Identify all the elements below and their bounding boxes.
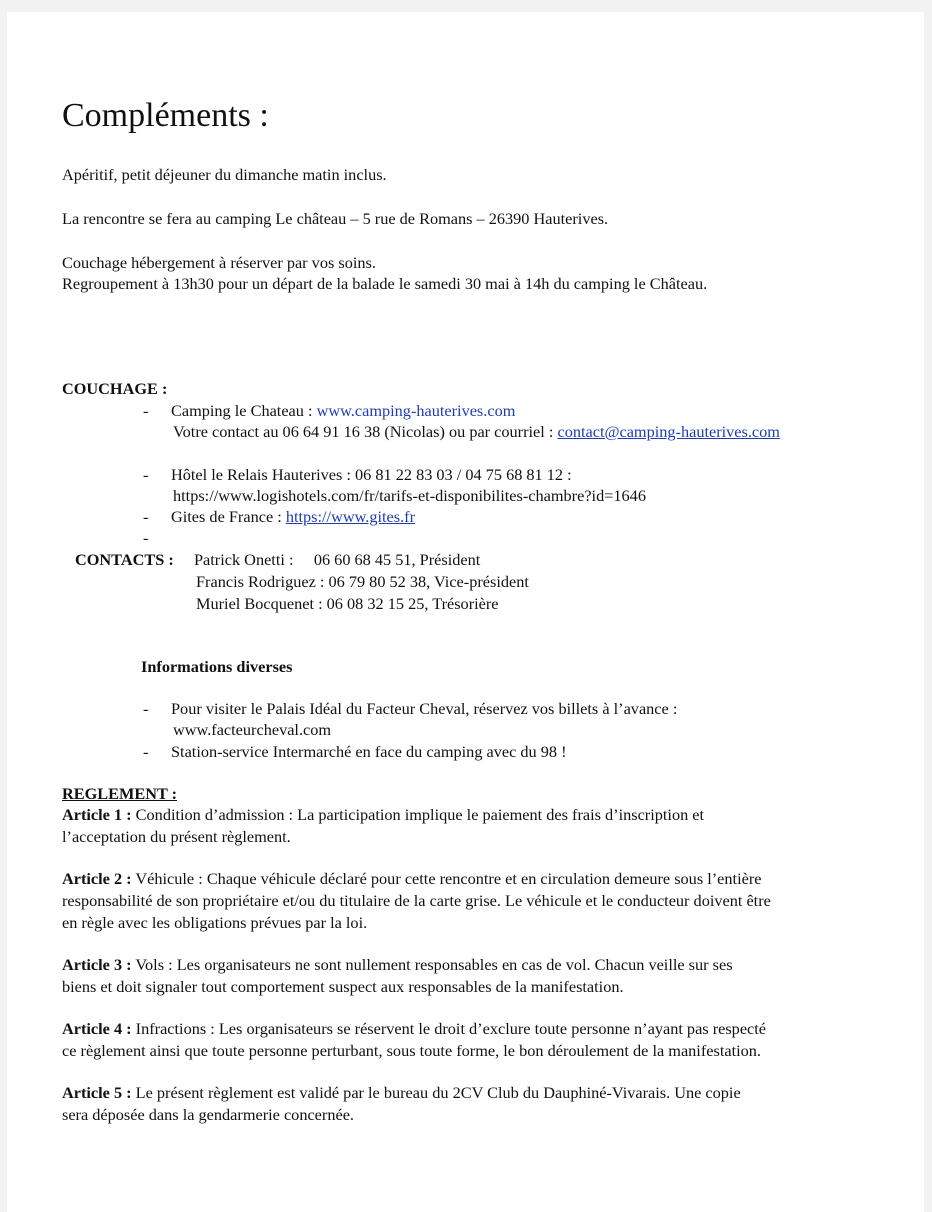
- gites-line: [171, 506, 415, 528]
- article-4-line-1: Infractions : Les organisateurs se réservent le droit d’exclure toute personne n’ayant pas respecté: [131, 1019, 767, 1038]
- contact-tresoriere: Muriel Bocquenet : 06 08 32 15 25, Trésorière: [196, 594, 499, 613]
- page-title: Compléments :: [62, 97, 269, 134]
- intro-line-4: Regroupement à 13h30 pour un départ de la balade le samedi 30 mai à 14h du camping le Château.: [62, 274, 708, 293]
- article-2: [62, 868, 771, 934]
- intro-line-2: La rencontre se fera au camping Le château – 5 rue de Romans – 26390 Hauterives.: [62, 209, 609, 228]
- article-5-line-2: sera déposée dans la gendarmerie concernée.: [62, 1105, 354, 1124]
- article-4-label: Article 4 :: [62, 1019, 132, 1038]
- article-1: [62, 804, 704, 848]
- infos-heading: Informations diverses: [141, 657, 293, 676]
- camping-email-link[interactable]: contact@camping-hauterives.com: [557, 422, 780, 441]
- article-1-line-1: Condition d’admission : La participation implique le paiement des frais d’inscription et: [131, 805, 705, 824]
- contact-vice-president: Francis Rodriguez : 06 79 80 52 38, Vice-président: [196, 572, 529, 591]
- article-5-label: Article 5 :: [62, 1083, 132, 1102]
- article-4-line-2: ce règlement ainsi que toute personne perturbant, sous toute forme, le bon déroulement de la manifestation.: [62, 1041, 761, 1060]
- hotel-url[interactable]: https://www.logishotels.com/fr/tarifs-et-disponibilites-chambre?id=1646: [173, 486, 646, 505]
- camping-line: [171, 400, 515, 422]
- article-5: [62, 1082, 741, 1126]
- hotel-line-1: Hôtel le Relais Hauterives : 06 81 22 83 03 / 04 75 68 81 12 :: [171, 465, 572, 484]
- article-5-line-1: Le présent règlement est validé par le bureau du 2CV Club du Dauphiné-Vivarais. Une copie: [131, 1083, 741, 1102]
- article-2-line-1: Véhicule : Chaque véhicule déclaré pour cette rencontre et en circulation demeure sous l’entière: [131, 869, 762, 888]
- camping-contact-text: Votre contact au 06 64 91 16 38 (Nicolas) ou par courriel :: [173, 422, 558, 441]
- intro-line-1: Apéritif, petit déjeuner du dimanche matin inclus.: [62, 165, 387, 184]
- bullet-dash: -: [143, 465, 149, 484]
- article-3: [62, 954, 733, 998]
- reglement-heading: REGLEMENT :: [62, 784, 178, 803]
- bullet-dash: -: [143, 699, 149, 718]
- camping-contact-line: [173, 421, 780, 443]
- article-3-line-2: biens et doit signaler tout comportement suspect aux responsables de la manifestation.: [62, 977, 624, 996]
- gites-link[interactable]: https://www.gites.fr: [285, 507, 416, 526]
- bullet-dash: -: [143, 742, 149, 761]
- intro-line-3: Couchage hébergement à réserver par vos soins.: [62, 253, 376, 272]
- article-2-line-2: responsabilité de son propriétaire et/ou du titulaire de la carte grise. Le véhicule et le conducteur doivent être: [62, 891, 771, 910]
- article-2-label: Article 2 :: [62, 869, 132, 888]
- camping-label: Camping le Chateau :: [171, 401, 317, 420]
- article-3-label: Article 3 :: [62, 955, 132, 974]
- empty-bullet-dash: -: [143, 528, 149, 547]
- info-item-1-line-1: Pour visiter le Palais Idéal du Facteur Cheval, réservez vos billets à l’avance :: [171, 699, 678, 718]
- article-4: [62, 1018, 766, 1062]
- camping-website-link[interactable]: www.camping-hauterives.com: [316, 401, 516, 420]
- article-1-line-2: l’acceptation du présent règlement.: [62, 827, 291, 846]
- info-item-1-url[interactable]: www.facteurcheval.com: [173, 720, 332, 739]
- contacts-heading: CONTACTS :: [75, 550, 174, 569]
- contact-president: Patrick Onetti : 06 60 68 45 51, Président: [194, 550, 481, 569]
- article-2-line-3: en règle avec les obligations prévues par la loi.: [62, 913, 368, 932]
- info-item-2: Station-service Intermarché en face du camping avec du 98 !: [171, 742, 567, 761]
- bullet-dash: -: [143, 401, 149, 420]
- article-1-label: Article 1 :: [62, 805, 132, 824]
- article-3-line-1: Vols : Les organisateurs ne sont nullement responsables en cas de vol. Chacun veille sur ses: [131, 955, 733, 974]
- gites-label: Gites de France :: [171, 507, 286, 526]
- couchage-heading: COUCHAGE :: [62, 379, 168, 398]
- document-page: [7, 12, 924, 1212]
- bullet-dash: -: [143, 507, 149, 526]
